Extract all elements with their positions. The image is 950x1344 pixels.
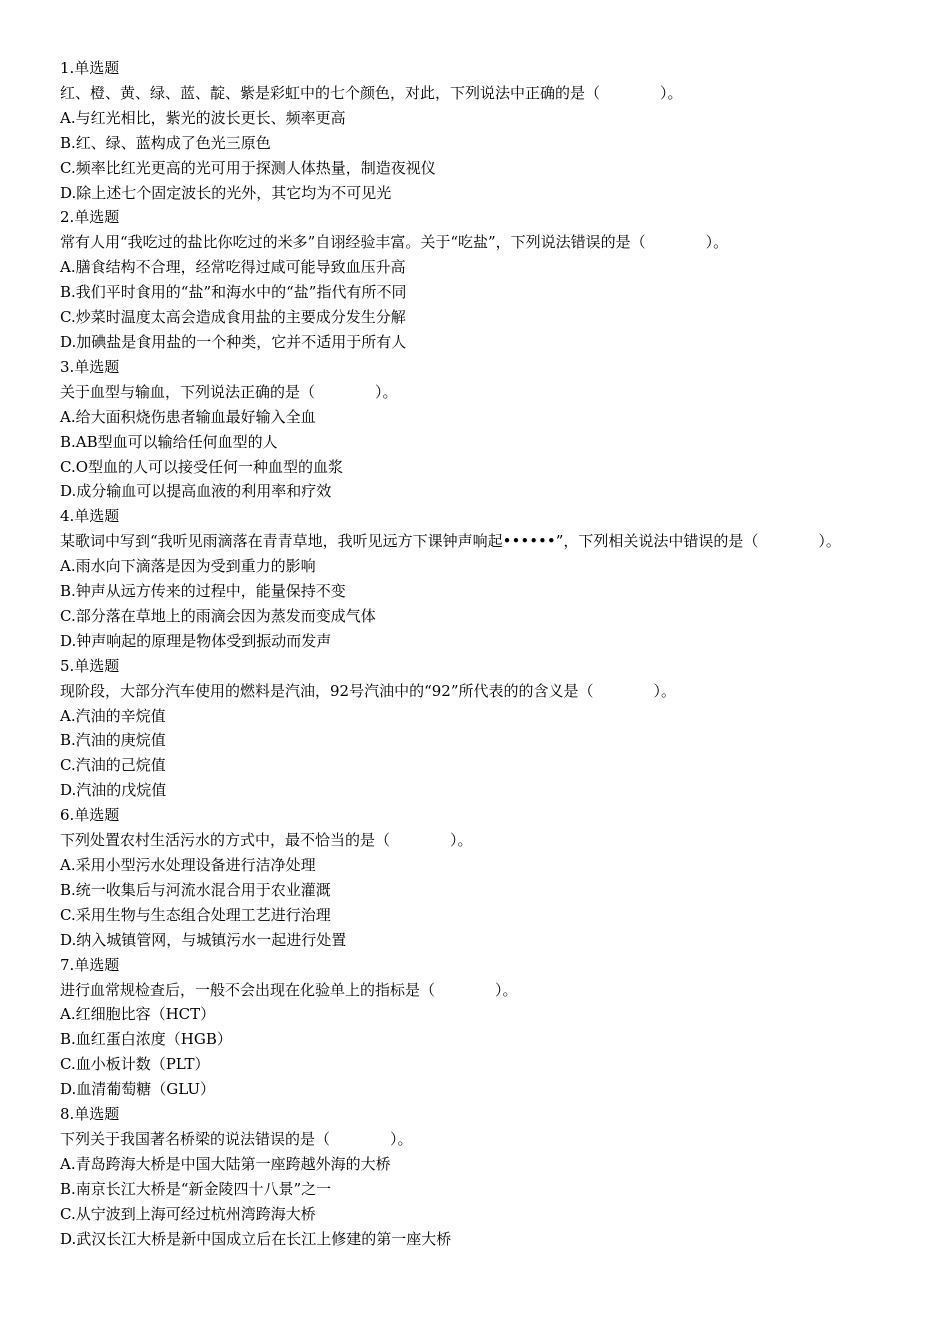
question-block — [60, 205, 890, 354]
option-d: D.纳入城镇管网，与城镇污水一起进行处置 — [60, 930, 347, 949]
question-stem: 某歌词中写到“我听见雨滴落在青青草地，我听见远方下课钟声响起••••••”，下列相关说法中错误的是（ ）。 — [60, 532, 841, 551]
option-c: C.从宁波到上海可经过杭州湾跨海大桥 — [60, 1204, 316, 1223]
option-a: A.采用小型污水处理设备进行洁净处理 — [60, 856, 316, 874]
option-b: B.AB型血可以输给任何血型的人 — [60, 432, 278, 451]
question-block — [60, 504, 890, 653]
question-header: 1.单选题 — [60, 59, 120, 77]
option-c: C.频率比红光更高的光可用于探测人体热量，制造夜视仪 — [60, 158, 436, 177]
option-a: A.雨水向下滴落是因为受到重力的影响 — [60, 557, 316, 576]
question-stem: 常有人用“我吃过的盐比你吃过的米多”自诩经验丰富。关于“吃盐”，下列说法错误的是（ ）。 — [60, 233, 729, 252]
question-stem: 红、橙、黄、绿、蓝、靛、紫是彩虹中的七个颜色，对此，下列说法中正确的是（ ）。 — [60, 83, 683, 102]
option-a: A.与红光相比，紫光的波长更长、频率更高 — [60, 108, 346, 127]
option-b: B.我们平时食用的“盐”和海水中的“盐”指代有所不同 — [60, 283, 407, 302]
option-c: C.汽油的己烷值 — [60, 756, 166, 775]
option-a: A.红细胞比容（HCT） — [60, 1005, 216, 1024]
option-b: B.南京长江大桥是“新金陵四十八景”之一 — [60, 1179, 332, 1198]
option-d: D.武汉长江大桥是新中国成立后在长江上修建的第一座大桥 — [60, 1229, 452, 1248]
question-stem: 下列关于我国著名桥梁的说法错误的是（ ）。 — [60, 1129, 413, 1148]
option-b: B.统一收集后与河流水混合用于农业灌溉 — [60, 880, 331, 899]
question-header: 6.单选题 — [60, 806, 120, 825]
question-document — [60, 56, 890, 1252]
option-d: D.钟声响起的原理是物体受到振动而发声 — [60, 631, 332, 650]
question-stem: 进行血常规检查后，一般不会出现在化验单上的指标是（ ）。 — [60, 980, 518, 999]
option-b: B.血红蛋白浓度（HGB） — [60, 1030, 232, 1049]
option-b: B.汽油的庚烷值 — [60, 731, 166, 750]
question-header: 7.单选题 — [60, 955, 120, 974]
option-d: D.加碘盐是食用盐的一个种类，它并不适用于所有人 — [60, 332, 407, 351]
question-stem: 现阶段，大部分汽车使用的燃料是汽油，92号汽油中的“92”所代表的的含义是（ ）。 — [60, 681, 677, 700]
question-header: 5.单选题 — [60, 656, 120, 675]
question-block — [60, 1102, 890, 1251]
option-d: D.血清葡萄糖（GLU） — [60, 1080, 216, 1099]
option-a: A.膳食结构不合理，经常吃得过咸可能导致血压升高 — [60, 258, 406, 277]
option-c: C.血小板计数（PLT） — [60, 1055, 210, 1074]
option-a: A.给大面积烧伤患者输血最好输入全血 — [60, 407, 316, 426]
option-c: C.采用生物与生态组合处理工艺进行治理 — [60, 905, 331, 924]
option-a: A.汽油的辛烷值 — [60, 706, 166, 725]
option-c: C.炒菜时温度太高会造成食用盐的主要成分发生分解 — [60, 308, 406, 327]
question-header: 2.单选题 — [60, 208, 120, 227]
question-block — [60, 355, 890, 504]
question-header: 4.单选题 — [60, 507, 120, 526]
option-d: D.成分输血可以提高血液的利用率和疗效 — [60, 482, 332, 501]
option-c: C.部分落在草地上的雨滴会因为蒸发而变成气体 — [60, 606, 376, 625]
option-d: D.除上述七个固定波长的光外，其它均为不可见光 — [60, 183, 392, 202]
question-block — [60, 654, 890, 803]
option-d: D.汽油的戊烷值 — [60, 781, 167, 800]
question-block — [60, 803, 890, 952]
question-header: 3.单选题 — [60, 357, 120, 376]
option-b: B.钟声从远方传来的过程中，能量保持不变 — [60, 582, 346, 601]
option-b: B.红、绿、蓝构成了色光三原色 — [60, 133, 271, 152]
question-header: 8.单选题 — [60, 1105, 120, 1124]
question-stem: 下列处置农村生活污水的方式中，最不恰当的是（ ）。 — [60, 831, 473, 850]
option-a: A.青岛跨海大桥是中国大陆第一座跨越外海的大桥 — [60, 1154, 391, 1173]
option-c: C.O型血的人可以接受任何一种血型的血浆 — [60, 457, 344, 476]
question-block — [60, 56, 890, 205]
question-stem: 关于血型与输血，下列说法正确的是（ ）。 — [60, 382, 398, 401]
question-block — [60, 953, 890, 1102]
